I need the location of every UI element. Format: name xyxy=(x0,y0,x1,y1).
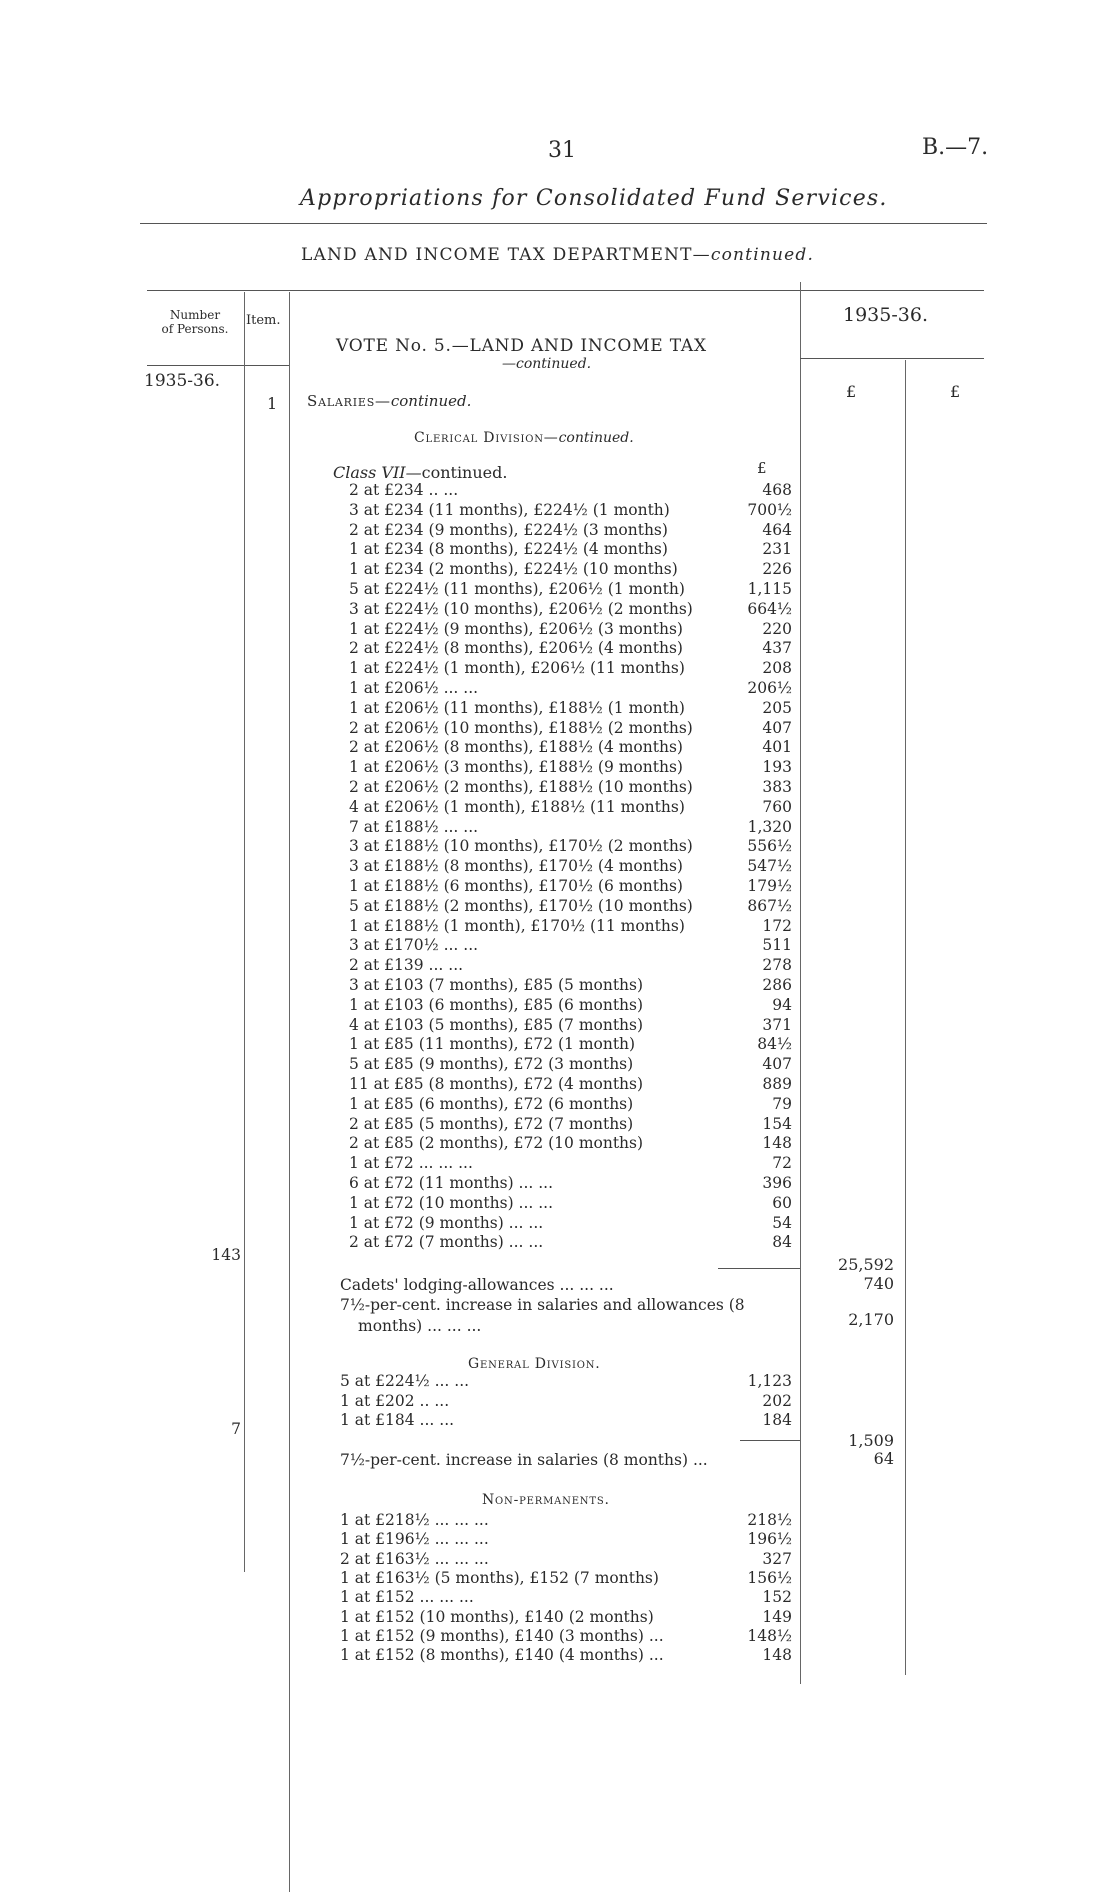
clerical-row-amount: 60 xyxy=(772,1193,792,1212)
clerical-row-text: 4 at £206½ (1 month), £188½ (11 months) xyxy=(349,797,685,816)
clerical-row-amount: 464 xyxy=(762,520,792,539)
amount-column-rule xyxy=(800,282,801,1684)
clerical-row-text: 2 at £234 .. ... xyxy=(349,481,459,499)
clerical-pound-symbol: £ xyxy=(757,459,767,477)
clerical-row-amount: 154 xyxy=(762,1114,792,1133)
clerical-row-amount: 84½ xyxy=(757,1035,792,1054)
persons-header-line2: of Persons. xyxy=(161,322,229,336)
clerical-row-text: 2 at £72 (7 months) ... ... xyxy=(349,1233,544,1252)
class-heading xyxy=(333,463,507,482)
clerical-row-amount: 205 xyxy=(762,698,792,717)
non-permanent-row-text: 1 at £196½ ... ... ... xyxy=(340,1530,489,1549)
general-row-text: 1 at £202 .. ... xyxy=(340,1391,450,1410)
clerical-row-amount: 664½ xyxy=(747,599,792,618)
general-persons: 7 xyxy=(231,1420,241,1438)
clerical-row-text: 5 at £85 (9 months), £72 (3 months) xyxy=(349,1055,634,1074)
clerical-row-text: 1 at £206½ (11 months), £188½ (1 month) xyxy=(349,698,685,717)
clerical-row-text: 4 at £103 (5 months), £85 (7 months) xyxy=(349,1015,644,1034)
clerical-row-text: 1 at £206½ ... ... xyxy=(349,679,479,697)
clerical-row-amount: 396 xyxy=(762,1174,792,1192)
department-name: LAND AND INCOME TAX DEPARTMENT— xyxy=(301,245,711,265)
non-permanent-row-text: 2 at £163½ ... ... ... xyxy=(340,1549,489,1568)
year-column-header: 1935-36. xyxy=(843,304,928,326)
clerical-increase-line2: months) ... ... ... xyxy=(358,1317,482,1335)
clerical-row-amount: 383 xyxy=(762,778,792,796)
non-permanent-row-amount: 156½ xyxy=(747,1568,792,1587)
clerical-row-amount: 700½ xyxy=(747,500,792,519)
non-permanent-row-amount: 148½ xyxy=(747,1626,792,1645)
non-permanent-row-amount: 152 xyxy=(762,1588,792,1607)
clerical-row-text: 3 at £234 (11 months), £224½ (1 month) xyxy=(349,500,670,519)
clerical-row-text: 3 at £103 (7 months), £85 (5 months) xyxy=(349,976,644,994)
department-continued: continued. xyxy=(710,245,815,265)
clerical-row-text: 1 at £72 (10 months) ... ... xyxy=(349,1193,554,1212)
non-permanent-row-text: 1 at £218½ ... ... ... xyxy=(340,1511,489,1529)
subtotal-column-rule xyxy=(905,360,906,1675)
clerical-row-amount: 511 xyxy=(762,936,792,955)
non-permanent-row-text: 1 at £152 (9 months), £140 (3 months) ... xyxy=(340,1626,664,1645)
clerical-row-text: 2 at £234 (9 months), £224½ (3 months) xyxy=(349,520,668,539)
general-increase-amount: 64 xyxy=(873,1449,894,1468)
clerical-row-text: 2 at £206½ (8 months), £188½ (4 months) xyxy=(349,738,683,757)
clerical-row-amount: 193 xyxy=(762,758,792,777)
clerical-total: 25,592 xyxy=(838,1255,894,1274)
clerical-row-text: 7 at £188½ ... ... xyxy=(349,817,479,836)
clerical-row-text: 1 at £224½ (1 month), £206½ (11 months) xyxy=(349,659,685,678)
non-permanents-heading: Non-permanents. xyxy=(482,1492,610,1508)
general-total: 1,509 xyxy=(848,1431,894,1450)
clerical-row-text: 3 at £188½ (10 months), £170½ (2 months) xyxy=(349,837,693,856)
clerical-row-text: 5 at £224½ (11 months), £206½ (1 month) xyxy=(349,580,685,598)
clerical-persons: 143 xyxy=(211,1246,241,1264)
clerical-row-amount: 547½ xyxy=(747,857,792,876)
item-column-header: Item. xyxy=(246,313,281,328)
clerical-row-text: 11 at £85 (8 months), £72 (4 months) xyxy=(349,1075,644,1093)
table-top-rule xyxy=(147,290,984,291)
title-rule xyxy=(140,223,987,224)
general-subtotal-rule xyxy=(740,1440,800,1441)
clerical-row-text: 6 at £72 (11 months) ... ... xyxy=(349,1174,554,1192)
clerical-row-amount: 889 xyxy=(762,1075,792,1093)
clerical-row-text: 1 at £72 ... ... ... xyxy=(349,1154,473,1173)
clerical-division-heading xyxy=(414,430,634,446)
non-permanent-row-amount: 218½ xyxy=(747,1511,792,1529)
clerical-row-text: 5 at £188½ (2 months), £170½ (10 months) xyxy=(349,896,693,915)
clerical-row-text: 3 at £224½ (10 months), £206½ (2 months) xyxy=(349,599,693,618)
non-permanent-row-amount: 149 xyxy=(762,1607,792,1626)
clerical-row-text: 1 at £224½ (9 months), £206½ (3 months) xyxy=(349,619,683,638)
clerical-row-amount: 371 xyxy=(762,1015,792,1034)
cadets-allowance-label: Cadets' lodging-allowances ... ... ... xyxy=(340,1276,614,1294)
clerical-row-text: 1 at £234 (8 months), £224½ (4 months) xyxy=(349,540,668,559)
page-title: Appropriations for Consolidated Fund Services. xyxy=(300,186,888,211)
general-row-amount: 184 xyxy=(762,1411,792,1429)
salaries-continued: continued. xyxy=(390,392,472,410)
clerical-row-amount: 226 xyxy=(762,560,792,579)
non-permanent-row-text: 1 at £152 (10 months), £140 (2 months) xyxy=(340,1607,654,1626)
general-row-text: 5 at £224½ ... ... xyxy=(340,1372,470,1390)
clerical-row-amount: 867½ xyxy=(747,896,792,915)
clerical-row-amount: 1,115 xyxy=(747,580,792,598)
clerical-row-text: 3 at £170½ ... ... xyxy=(349,936,479,955)
general-row-amount: 1,123 xyxy=(747,1372,792,1390)
persons-header-rule xyxy=(147,365,244,366)
non-permanent-row-text: 1 at £152 ... ... ... xyxy=(340,1588,474,1607)
clerical-row-text: 3 at £188½ (8 months), £170½ (4 months) xyxy=(349,857,683,876)
clerical-row-amount: 231 xyxy=(762,540,792,559)
salaries-label: Salaries— xyxy=(307,392,391,410)
clerical-row-amount: 220 xyxy=(762,619,792,638)
vote-continued: —continued. xyxy=(502,356,592,372)
clerical-row-amount: 94 xyxy=(772,995,792,1014)
department-heading xyxy=(301,245,814,265)
general-increase-label: 7½-per-cent. increase in salaries (8 months) ... xyxy=(340,1451,708,1469)
clerical-row-amount: 401 xyxy=(762,738,792,757)
clerical-row-text: 1 at £103 (6 months), £85 (6 months) xyxy=(349,995,644,1014)
clerical-row-amount: 208 xyxy=(762,659,792,678)
clerical-row-amount: 760 xyxy=(762,797,792,816)
pound-header-left: £ xyxy=(846,382,857,401)
clerical-row-amount: 437 xyxy=(762,639,792,658)
general-row-amount: 202 xyxy=(762,1391,792,1410)
clerical-row-amount: 206½ xyxy=(747,679,792,697)
item-column-rule xyxy=(289,292,290,1892)
clerical-increase-amount: 2,170 xyxy=(848,1310,894,1329)
clerical-row-amount: 172 xyxy=(762,916,792,935)
clerical-row-text: 2 at £224½ (8 months), £206½ (4 months) xyxy=(349,639,683,658)
clerical-row-amount: 286 xyxy=(762,976,792,994)
clerical-row-amount: 556½ xyxy=(747,837,792,856)
clerical-row-amount: 84 xyxy=(772,1233,792,1252)
clerical-row-amount: 407 xyxy=(762,718,792,737)
clerical-row-amount: 1,320 xyxy=(747,817,792,836)
clerical-row-text: 1 at £206½ (3 months), £188½ (9 months) xyxy=(349,758,683,777)
clerical-row-amount: 54 xyxy=(772,1213,792,1232)
clerical-row-text: 1 at £85 (11 months), £72 (1 month) xyxy=(349,1035,636,1054)
year-header-rule xyxy=(800,358,984,359)
clerical-division-label: Clerical Division— xyxy=(414,430,559,446)
clerical-row-amount: 79 xyxy=(772,1094,792,1113)
salaries-heading xyxy=(307,392,471,410)
clerical-row-text: 1 at £188½ (6 months), £170½ (6 months) xyxy=(349,877,683,895)
vote-title: VOTE No. 5.—LAND AND INCOME TAX xyxy=(336,336,707,356)
non-permanent-row-text: 1 at £163½ (5 months), £152 (7 months) xyxy=(340,1568,659,1587)
non-permanent-row-amount: 327 xyxy=(762,1549,792,1568)
clerical-increase-line1: 7½-per-cent. increase in salaries and allowances (8 xyxy=(340,1296,745,1314)
pound-header-right: £ xyxy=(950,382,961,401)
general-row-text: 1 at £184 ... ... xyxy=(340,1411,455,1429)
clerical-row-amount: 468 xyxy=(762,481,792,499)
clerical-row-text: 2 at £85 (2 months), £72 (10 months) xyxy=(349,1134,644,1153)
cadets-allowance-amount: 740 xyxy=(863,1274,894,1293)
non-permanent-row-amount: 148 xyxy=(762,1646,792,1665)
clerical-row-text: 2 at £206½ (2 months), £188½ (10 months) xyxy=(349,778,693,796)
non-permanent-row-text: 1 at £152 (8 months), £140 (4 months) ... xyxy=(340,1646,664,1665)
class-label: Class VII— xyxy=(333,463,422,482)
class-continued: continued. xyxy=(421,463,508,482)
clerical-row-amount: 148 xyxy=(762,1134,792,1153)
clerical-row-text: 2 at £206½ (10 months), £188½ (2 months) xyxy=(349,718,693,737)
clerical-row-amount: 179½ xyxy=(747,877,792,895)
item-number: 1 xyxy=(267,394,278,413)
clerical-row-text: 1 at £85 (6 months), £72 (6 months) xyxy=(349,1094,634,1113)
clerical-subtotal-rule xyxy=(718,1268,800,1269)
non-permanent-row-amount: 196½ xyxy=(747,1530,792,1549)
clerical-row-amount: 72 xyxy=(772,1154,792,1173)
persons-header-line1: Number xyxy=(169,308,221,322)
clerical-row-text: 2 at £139 ... ... xyxy=(349,956,464,975)
clerical-division-continued: continued. xyxy=(558,430,634,446)
item-header-rule xyxy=(245,365,289,366)
general-division-heading: General Division. xyxy=(468,1356,601,1372)
clerical-row-text: 1 at £188½ (1 month), £170½ (11 months) xyxy=(349,916,685,935)
persons-column-header xyxy=(145,308,245,336)
document-code: B.—7. xyxy=(922,135,989,160)
clerical-row-text: 1 at £234 (2 months), £224½ (10 months) xyxy=(349,560,678,579)
clerical-row-amount: 278 xyxy=(762,956,792,975)
clerical-row-text: 2 at £85 (5 months), £72 (7 months) xyxy=(349,1114,634,1133)
clerical-row-text: 1 at £72 (9 months) ... ... xyxy=(349,1213,544,1232)
persons-year: 1935-36. xyxy=(144,371,221,391)
clerical-row-amount: 407 xyxy=(762,1055,792,1074)
persons-column-rule xyxy=(244,292,245,1572)
page-number: 31 xyxy=(548,138,576,163)
